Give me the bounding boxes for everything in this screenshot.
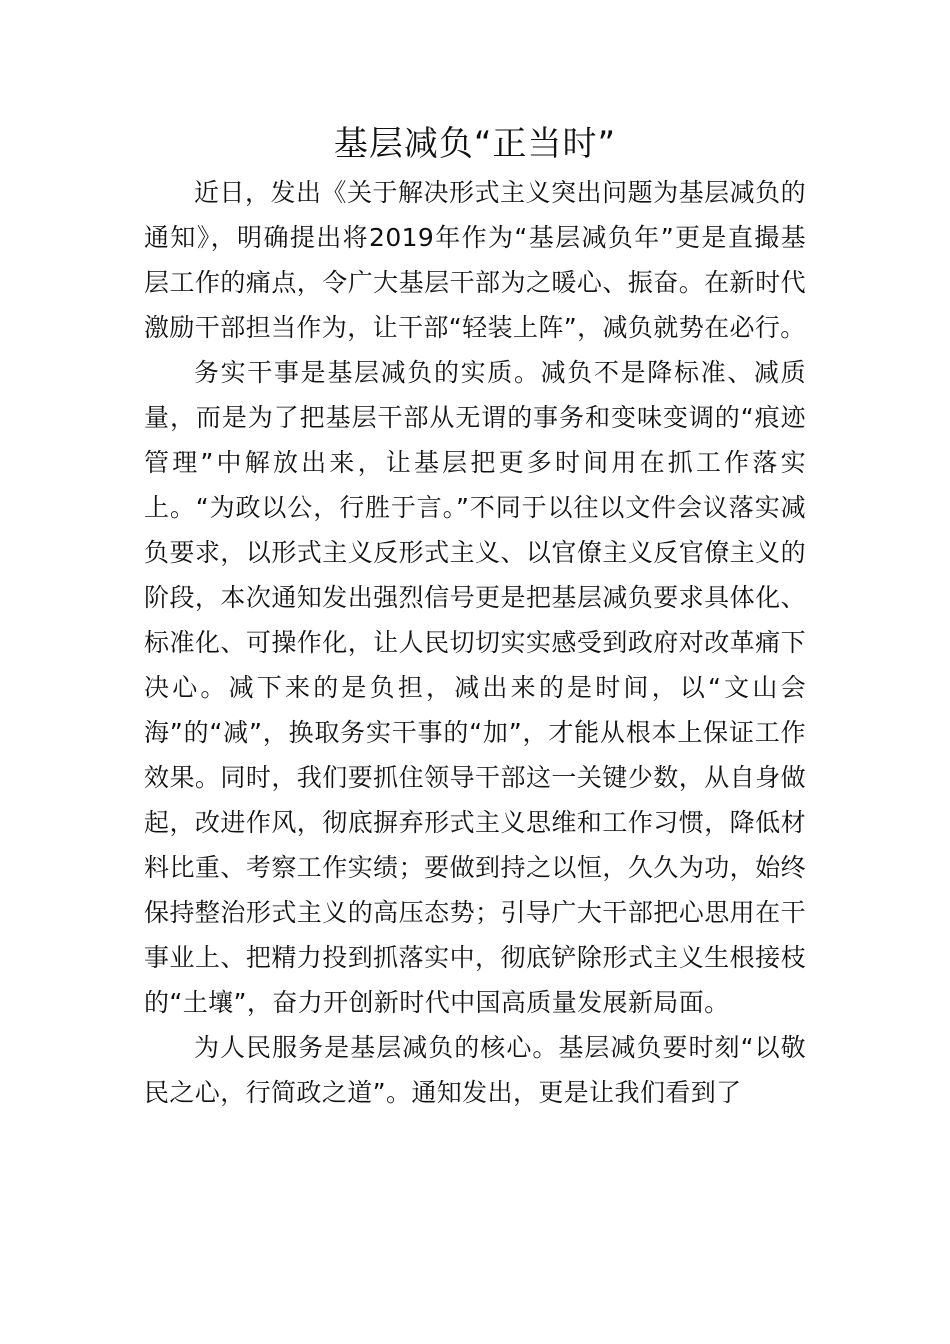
paragraph-pragmatic-work: 务实干事是基层减负的实质。减负不是降标准、减质量，而是为了把基层干部从无谓的事务和变味变调的“痕迹管理”中解放出来，让基层把更多时间用在抓工作落实上。“为政以公，行胜于言。”不同于以往以文件会议落实减负要求，以形式主义反形式主义、以官僚主义反官僚主义的阶段，本次通知发出强烈信号更是把基层减负要求具体化、标准化、可操作化，让人民切切实实感受到政府对改革痛下决心。减下来的是负担，减出来的是时间，以“文山会海”的“减”，换取务实干事的“加”，才能从根本上保证工作效果。同时，我们要抓住领导干部这一关键少数，从自身做起，改进作风，彻底摒弃形式主义思维和工作习惯，降低材料比重、考察工作实绩；要做到持之以恒，久久为功，始终保持整治形式主义的高压态势；引导广大干部把心思用在干事业上、把精力投到抓落实中，彻底铲除形式主义生根接枝的“土壤”，奋力开创新时代中国高质量发展新局面。: [144, 358, 806, 1017]
paragraph-intro: 近日，发出《关于解决形式主义突出问题为基层减负的通知》，明确提出将2019年作为“基层减负年”更是直撮基层工作的痛点，令广大基层干部为之暖心、振奋。在新时代激励干部担当作为，让干部“轻装上阵”，减负就势在必行。: [144, 178, 806, 342]
document-title: 基层减负“正当时”: [333, 124, 617, 164]
document-body: [144, 170, 806, 1115]
paragraph-serve-people: 为人民服务是基层减负的核心。基层减负要时刻“以敬民之心，行简政之道”。通知发出，更是让我们看到了: [144, 1033, 806, 1107]
